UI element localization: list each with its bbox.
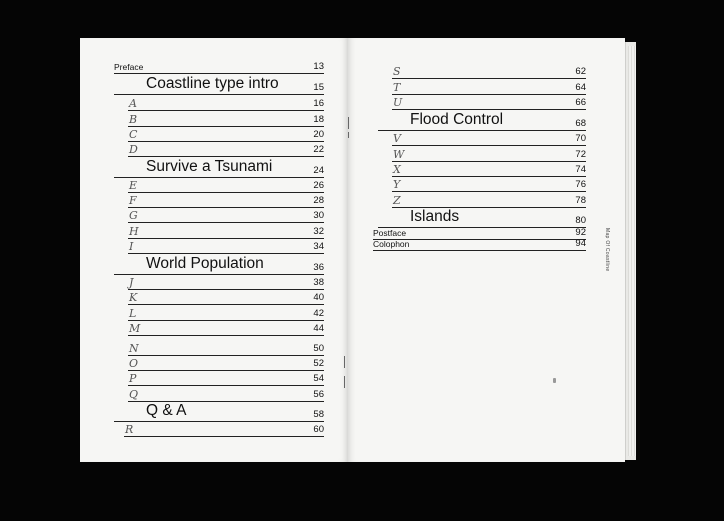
- entry-page: 74: [575, 164, 586, 175]
- entry-letter: X: [393, 163, 401, 176]
- toc-entry: [128, 341, 324, 356]
- section-label: Coastline type intro: [146, 75, 279, 92]
- entry-letter: T: [393, 81, 401, 94]
- paper-speck: [553, 378, 556, 383]
- entry-letter: W: [393, 148, 405, 161]
- entry-letter: Z: [393, 194, 401, 207]
- entry-letter: L: [129, 307, 137, 320]
- entry-letter: J: [129, 276, 134, 289]
- toc-entry: [128, 239, 324, 254]
- toc-entry: [128, 95, 324, 111]
- toc-entry: [128, 371, 324, 386]
- toc-section: [378, 208, 586, 228]
- toc-entry: [128, 127, 324, 142]
- entry-page: 68: [575, 118, 586, 129]
- entry-label: Postface: [373, 228, 407, 238]
- entry-page: 66: [575, 97, 586, 108]
- entry-letter: M: [129, 322, 141, 335]
- entry-page: 32: [313, 226, 324, 237]
- binding-mark: [344, 376, 345, 388]
- entry-page: 64: [575, 82, 586, 93]
- entry-page: 52: [313, 358, 324, 369]
- toc-entry: [392, 192, 586, 208]
- entry-letter: P: [129, 372, 137, 385]
- toc-entry: [392, 95, 586, 110]
- entry-page: 28: [313, 195, 324, 206]
- toc-entry: [392, 131, 586, 146]
- toc-entry: [392, 162, 586, 177]
- toc-section: [114, 254, 324, 275]
- binding-mark: [348, 117, 349, 129]
- toc-entry: [128, 208, 324, 223]
- entry-page: 42: [313, 308, 324, 319]
- entry-letter: D: [129, 143, 138, 156]
- toc-entry: [128, 193, 324, 208]
- section-label: Islands: [410, 208, 460, 225]
- entry-letter: H: [129, 225, 139, 238]
- entry-page: 62: [575, 66, 586, 77]
- toc-entry: [128, 321, 324, 336]
- entry-letter: K: [129, 291, 138, 304]
- entry-page: 50: [313, 343, 324, 354]
- entry-page: 38: [313, 277, 324, 288]
- entry-page: 70: [575, 133, 586, 144]
- entry-letter: G: [129, 209, 138, 222]
- toc-entry: [128, 290, 324, 305]
- entry-letter: O: [129, 357, 139, 370]
- spine-text: Map Of Coastline: [604, 228, 610, 272]
- toc-section: [114, 74, 324, 95]
- entry-page: 13: [313, 61, 324, 72]
- entry-page: 80: [575, 215, 586, 226]
- entry-page: 22: [313, 144, 324, 155]
- entry-page: 20: [313, 129, 324, 140]
- toc-entry: [392, 64, 586, 79]
- toc-entry: [128, 275, 324, 290]
- entry-letter: Y: [393, 178, 401, 191]
- entry-page: 24: [313, 165, 324, 176]
- toc-entry: [392, 146, 586, 162]
- toc-entry: [114, 60, 324, 74]
- entry-page: 18: [313, 114, 324, 125]
- entry-page: 30: [313, 210, 324, 221]
- entry-page: 36: [313, 262, 324, 273]
- entry-page: 34: [313, 241, 324, 252]
- binding-mark: [344, 356, 345, 368]
- entry-page: 40: [313, 292, 324, 303]
- toc-entry: [128, 356, 324, 371]
- section-label: Survive a Tsunami: [146, 158, 273, 175]
- entry-letter: A: [129, 97, 137, 110]
- entry-letter: F: [129, 194, 137, 207]
- entry-page: 76: [575, 179, 586, 190]
- toc-entry: [128, 111, 324, 127]
- section-label: Flood Control: [410, 111, 504, 128]
- entry-letter: C: [129, 128, 138, 141]
- entry-page: 94: [575, 238, 586, 249]
- entry-letter: S: [393, 65, 401, 78]
- entry-page: 92: [575, 227, 586, 238]
- entry-letter: E: [129, 179, 138, 192]
- toc-entry: [392, 177, 586, 192]
- entry-page: 56: [313, 389, 324, 400]
- entry-page: 72: [575, 149, 586, 160]
- toc-entry: [128, 305, 324, 321]
- binding-mark: [348, 132, 349, 138]
- entry-letter: I: [129, 240, 134, 253]
- toc-entry: [392, 79, 586, 95]
- toc-entry: [128, 386, 324, 402]
- entry-page: 44: [313, 323, 324, 334]
- entry-page: 54: [313, 373, 324, 384]
- entry-label: Colophon: [373, 239, 410, 249]
- toc-section: [114, 157, 324, 178]
- entry-label: Preface: [114, 62, 144, 72]
- entry-page: 58: [313, 409, 324, 420]
- toc-section: [378, 110, 586, 131]
- entry-page: 60: [313, 424, 324, 435]
- entry-letter: V: [393, 132, 401, 145]
- entry-page: 16: [313, 98, 324, 109]
- toc-entry: [128, 178, 324, 193]
- toc-entry: [128, 142, 324, 157]
- entry-letter: U: [393, 96, 403, 109]
- toc-entry: [373, 240, 586, 251]
- entry-page: 26: [313, 180, 324, 191]
- entry-letter: R: [125, 423, 134, 436]
- section-label: Q & A: [146, 402, 187, 419]
- entry-letter: B: [129, 113, 138, 126]
- toc-section: [114, 402, 324, 422]
- page-stack: [628, 46, 636, 456]
- entry-letter: N: [129, 342, 139, 355]
- entry-page: 78: [575, 195, 586, 206]
- entry-page: 15: [313, 82, 324, 93]
- entry-letter: Q: [129, 388, 139, 401]
- toc-entry: [124, 422, 324, 437]
- toc-entry: [128, 223, 324, 239]
- section-label: World Population: [146, 255, 264, 272]
